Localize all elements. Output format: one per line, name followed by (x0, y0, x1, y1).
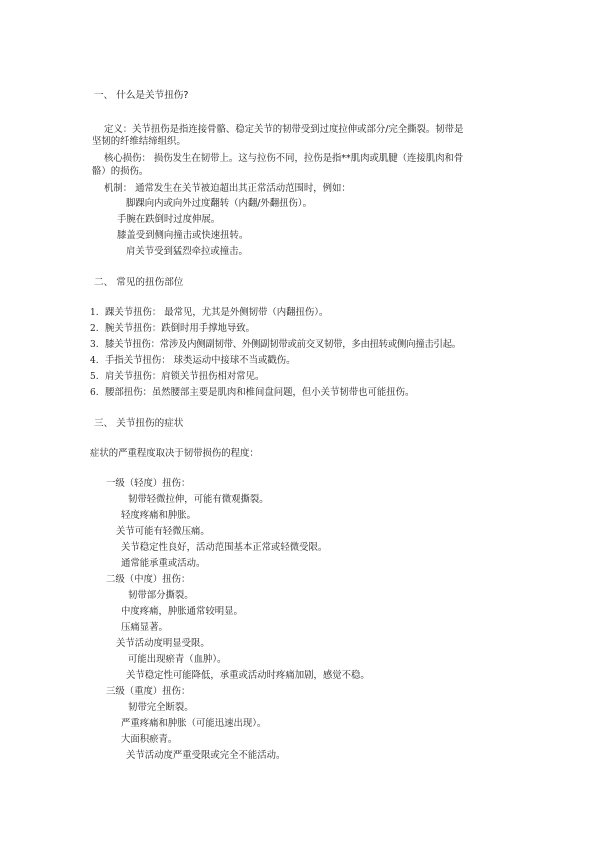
symptom-line: 韧带部分撕裂。 (128, 590, 194, 601)
section-heading: 一、 什么是关节扭伤? (94, 90, 189, 101)
list-item: 肩关节扭伤：肩锁关节扭伤相对常见。 (105, 371, 265, 382)
list-item: 膝关节扭伤：常涉及内侧副韧带、外侧副韧带或前交叉韧带，多由扭转或侧向撞击引起。 (105, 339, 461, 350)
symptom-line: 中度疼痛，肿胀通常较明显。 (121, 606, 243, 617)
mechanism-line: 机制： 通常发生在关节被迫超出其正常活动范围时，例如： (104, 183, 351, 194)
core-injury-line: 核心损伤： 损伤发生在韧带上。这与拉伤不同，拉伤是指**肌肉或肌腱（连接肌肉和骨 (104, 153, 464, 164)
symptom-line: 关节活动度严重受限或完全不能活动。 (126, 750, 286, 761)
list-item-number: 2. (90, 324, 99, 334)
symptom-line: 大面积瘀青。 (121, 734, 178, 745)
list-item-number: 3. (90, 340, 99, 350)
symptom-line: 关节稳定性可能降低，承重或活动时疼痛加剧，感觉不稳。 (126, 670, 370, 681)
symptom-line: 关节稳定性良好，活动范围基本正常或轻微受限。 (121, 542, 328, 553)
list-item-number: 1. (90, 308, 99, 318)
list-item-number: 5. (90, 372, 99, 382)
symptom-line: 关节活动度明显受限。 (116, 638, 210, 649)
list-item: 腰部扭伤：虽然腰部主要是肌肉和椎间盘问题，但小关节韧带也可能扭伤。 (105, 387, 415, 398)
symptom-line: 严重疼痛和肿胀（可能迅速出现）。 (121, 718, 267, 729)
grade-title: 一级（轻度）扭伤： (106, 478, 191, 489)
grade-title: 二级（中度）扭伤： (106, 574, 191, 585)
section-heading: 二、 常见的扭伤部位 (94, 277, 184, 288)
mechanism-example: 膝盖受到侧向撞击或快速扭转。 (117, 230, 249, 241)
symptom-line: 通常能承重或活动。 (121, 558, 206, 569)
grade-title: 三级（重度）扭伤： (106, 686, 191, 697)
list-item: 踝关节扭伤： 最常见，尤其是外侧韧带（内翻扭伤）。 (105, 307, 329, 318)
symptom-line: 轻度疼痛和肿胀。 (121, 510, 197, 521)
list-item: 手指关节扭伤： 球类运动中接球不当或戳伤。 (105, 355, 296, 366)
mechanism-example: 脚踝向内或向外过度翻转（内翻/外翻扭伤）。 (126, 198, 312, 209)
symptom-line: 韧带完全断裂。 (128, 702, 194, 713)
mechanism-example: 肩关节受到猛烈牵拉或撞击。 (126, 246, 248, 257)
mechanism-example: 手腕在跌倒时过度伸展。 (117, 214, 221, 225)
list-item-number: 4. (90, 356, 99, 366)
symptoms-intro: 症状的严重程度取决于韧带损伤的程度： (90, 448, 259, 459)
list-item-number: 6. (90, 388, 99, 398)
symptom-line: 韧带轻微拉伸，可能有微观撕裂。 (128, 494, 269, 505)
section-heading: 三、 关节扭伤的症状 (94, 418, 184, 429)
symptom-line: 关节可能有轻微压痛。 (116, 526, 210, 537)
list-item: 腕关节扭伤：跌倒时用手撑地导致。 (105, 323, 256, 334)
symptom-line: 可能出现瘀青（血肿）。 (128, 654, 227, 665)
symptom-line: 压痛显著。 (121, 622, 168, 633)
core-injury-line: 骼）的损伤。 (92, 166, 149, 177)
definition-line: 坚韧的纤维结缔组织。 (92, 136, 186, 147)
definition-line: 定义：关节扭伤是指连接骨骼、稳定关节的韧带受到过度拉伸或部分/完全撕裂。韧带是 (104, 124, 464, 135)
